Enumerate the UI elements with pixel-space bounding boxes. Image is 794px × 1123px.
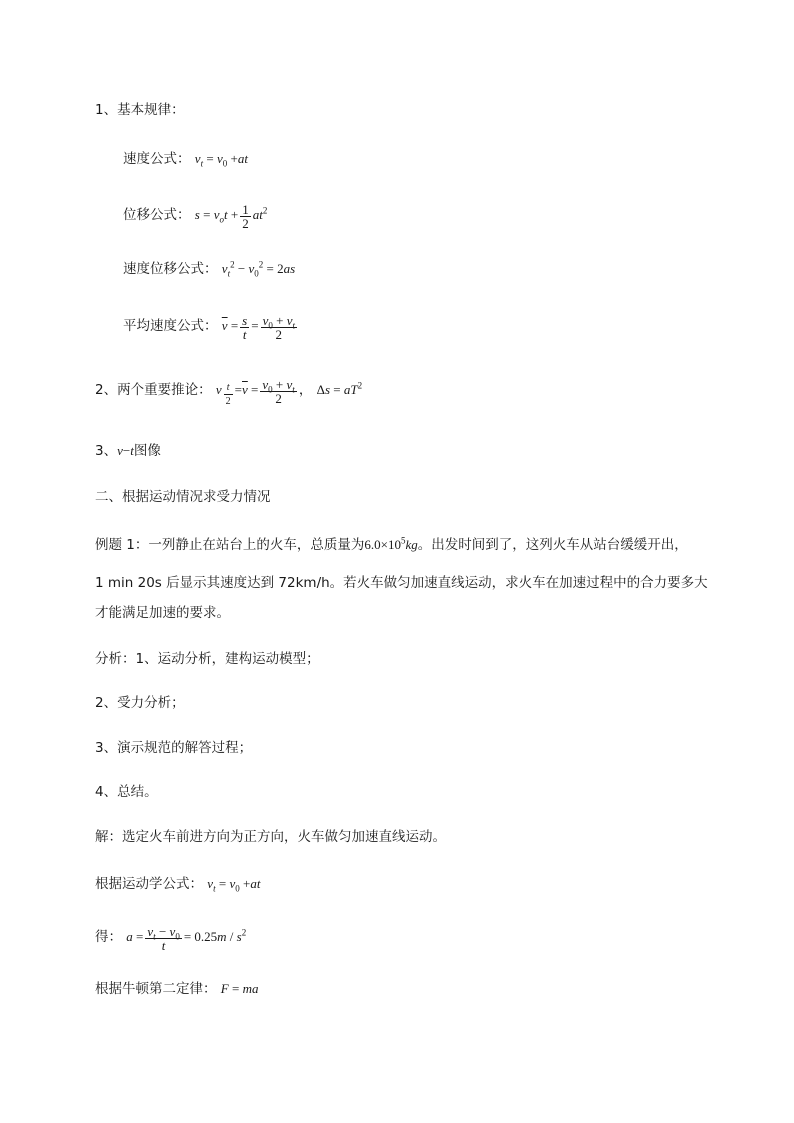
section-3-text: 图像: [133, 443, 161, 459]
example-text-a: 例题 1：一列静止在站台上的火车，总质量为: [95, 537, 365, 553]
displacement-formula-line: [123, 198, 267, 232]
example-line-2: 1 min 20s 后显示其速度达到 72km/h。若火车做匀加速直线运动，求火车在加速过程中的合力要多大: [95, 575, 708, 591]
section-3-line: [95, 442, 161, 460]
velocity-formula-label: 速度公式：: [123, 151, 191, 167]
newton-label: 根据牛顿第二定律：: [95, 981, 217, 997]
solution-newton-line: [95, 980, 258, 998]
example-line-1: [95, 536, 688, 554]
acceleration-label: 得：: [95, 929, 122, 945]
example-line-3: 才能满足加速的要求。: [95, 605, 230, 621]
analysis-step-1: 分析：1、运动分析，建构运动模型；: [95, 651, 320, 667]
displacement-formula-label: 位移公式：: [123, 207, 191, 223]
kinematics-formula: $v_t = v_0 +at$: [207, 876, 261, 894]
solution-kinematics-line: [95, 875, 260, 893]
train-mass-formula: $6.0\times 10^5kg$: [364, 535, 418, 552]
section-2-heading: 2、两个重要推论：: [95, 382, 212, 398]
average-velocity-formula: $\overline{v}$ = $\frac{s}{t}$ = $\frac{v_0 + v_t}{2}$: [221, 312, 295, 342]
part-2-title: 二、根据运动情况求受力情况: [95, 489, 271, 505]
velocity-formula: $v_t = v_0 +at$: [194, 151, 248, 169]
section-1-heading: 1、基本规律：: [95, 102, 185, 118]
section-3-number: 3、: [95, 443, 118, 459]
newton-formula: F = ma: [220, 981, 259, 996]
solution-acceleration-line: [95, 920, 246, 954]
analysis-step-2: 2、受力分析；: [95, 695, 185, 711]
inference-formula-2: $\Delta s = aT^2$: [316, 380, 363, 397]
kinematics-label: 根据运动学公式：: [95, 876, 203, 892]
analysis-step-3: 3、演示规范的解答过程；: [95, 740, 253, 756]
velocity-displacement-formula: $v_t^2 - v_0^2 = 2as$: [221, 259, 296, 279]
inference-formula-1: v $\frac{t}{2}$ $=\overline{v}$ = $\frac{v_0 + v_t}{2}$: [215, 376, 295, 407]
average-velocity-formula-line: [123, 309, 299, 343]
section-2-line: [95, 373, 362, 407]
velocity-displacement-label: 速度位移公式：: [123, 261, 218, 277]
velocity-displacement-formula-line: [123, 260, 295, 278]
example-text-b: 。出发时间到了，这列火车从站台缓缓开出，: [417, 537, 688, 553]
acceleration-formula: a = $\frac{v_t - v_0}{t}$ = $0.25m / s^2$: [126, 923, 247, 953]
formula-separator: ，: [298, 382, 313, 398]
velocity-formula-line: [123, 150, 248, 168]
analysis-step-4: 4、总结。: [95, 784, 158, 800]
solution-intro: 解：选定火车前进方向为正方向，火车做匀加速直线运动。: [95, 829, 446, 845]
displacement-formula: $s = v_ot$ + $\frac{1}{2}$ $at^2$: [194, 201, 268, 231]
vt-symbol: v−t: [117, 443, 134, 458]
average-velocity-label: 平均速度公式：: [123, 318, 218, 334]
